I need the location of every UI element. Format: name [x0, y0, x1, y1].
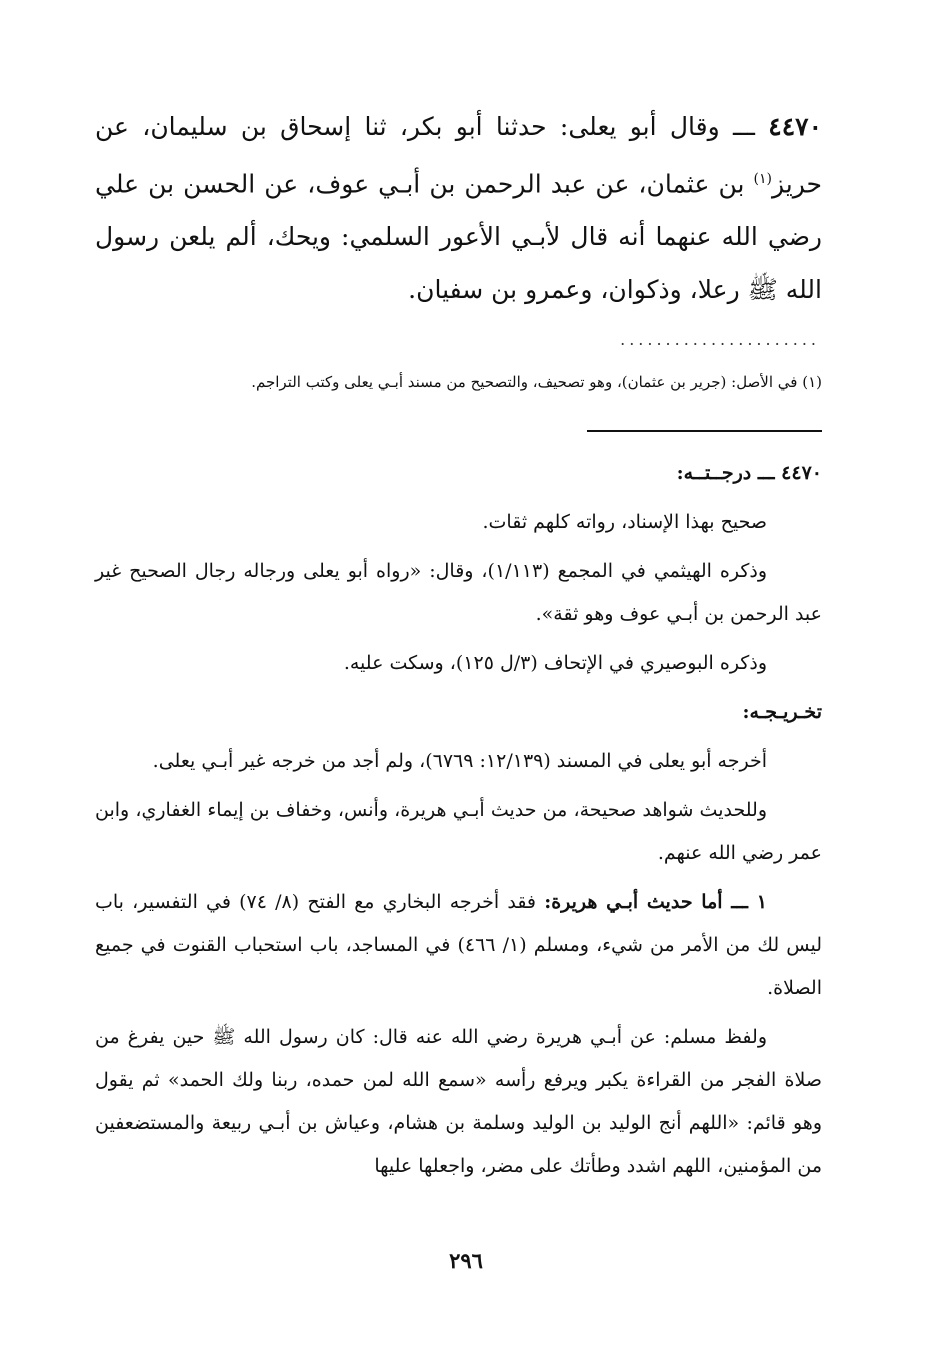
takhrij-paragraph-3-lead: ١ ـــ أما حديث أبـي هريرة: — [544, 891, 767, 913]
takhrij-heading: تخـريـجـه: — [742, 701, 822, 723]
takhrij-paragraph-4: ولفظ مسلم: عن أبـي هريرة رضي الله عنه قال: كان رسول الله ﷺ حين يفرغ من صلاة الفجر من القراءة يكبر ويرفع رأسه «سمع الله لمن حمده، ربنا ولك الحمد» ثم يقول وهو قائم: «اللهم أنج الوليد بن الوليد وسلمة بن هشام، وعياش بن أبـي ربيعة والمستضعفين من المؤمنين، اللهم اشدد وطأتك على مضر، واجعلها عليها — [95, 1026, 822, 1177]
hadith-text-part2: بن عثمان، عن عبد الرحمن بن أبـي عوف، عن الحسن بن علي رضي الله عنهما أنه قال لأبـي الأعور السلمي: ويحك، ألم يلعن رسول الله ﷺ رعلا، وذكوان، وعمرو بن سفيان. — [95, 169, 822, 305]
hadith-text-part1: وقال أبو يعلى: حدثنا أبو بكر، ثنا إسحاق بن سليمان، عن حريز — [95, 112, 822, 199]
takhrij-paragraph-1: أخرجه أبو يعلى في المسند (١٢/١٣٩: ٦٧٦٩)، ولم أجد من خرجه غير أبـي يعلى. — [152, 750, 767, 772]
footnote-marker: (١) — [753, 171, 772, 187]
takhrij-paragraph-3-text: فقد أخرجه البخاري مع الفتح (٨/ ٧٤) في التفسير، باب ليس لك من الأمر من شيء، ومسلم (١/ ٤٦٦) في المساجد، باب استحباب القنوت في جميع الصلاة. — [95, 891, 822, 999]
grade-heading: ٤٤٧٠ ـــ درجــتــه: — [676, 462, 822, 484]
grade-paragraph-2: وذكره الهيثمي في المجمع (١/١١٣)، وقال: «رواه أبو يعلى ورجاله رجال الصحيح غير عبد الرحمن بن أبـي عوف وهو ثقة». — [95, 560, 822, 625]
takhrij-paragraph-2: وللحديث شواهد صحيحة، من حديث أبـي هريرة، وأنس، وخفاف بن إيماء الغفاري، وابن عمر رضي الله عنهم. — [95, 799, 822, 864]
grade-paragraph-1: صحيح بهذا الإسناد، رواته كلهم ثقات. — [482, 511, 767, 533]
hadith-paragraph — [95, 100, 822, 316]
page-number: ٢٩٦ — [449, 1248, 483, 1273]
footnote: (١) في الأصل: (جرير بن عثمان)، وهو تصحيف، والتصحيح من مسند أبـي يعلى وكتب التراجم. — [251, 373, 822, 391]
hadith-number: ٤٤٧٠ — [768, 112, 823, 141]
hadith-dash: ـــ — [733, 112, 755, 141]
hadith-text — [95, 100, 822, 316]
grade-paragraph-3: وذكره البوصيري في الإتحاف (٣/ل ١٢٥)، وسكت عليه. — [343, 652, 767, 674]
commentary — [95, 452, 822, 1194]
takhrij-paragraph-3 — [95, 881, 822, 1010]
section-divider — [587, 430, 822, 432]
footnote-separator-dots: ...................... — [620, 330, 820, 349]
